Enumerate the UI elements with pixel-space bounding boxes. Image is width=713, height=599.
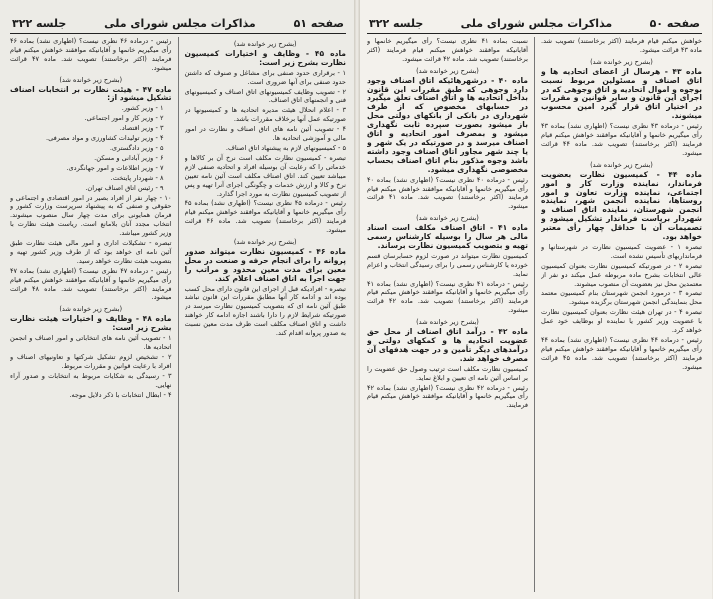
reading-note: (بشرح زیر خوانده شد) bbox=[59, 75, 123, 84]
column-divider bbox=[178, 37, 179, 592]
reading-note: (بشرح زیر خوانده شد) bbox=[233, 238, 297, 247]
paragraph: تبصره - کمیسیون نظارت مکلف است نرخ آن بر کالاها و خدماتی را که رعایت آن بوسیله افراد و اتحادیه صنفی لازم میباشد تعیین کند. اتاق اصناف مکلف است آئین نامه تعیین نرخ و کالا و ارزش خدمات و چگونگی اجرای آنرا تهیه و پس از تصویب کمیسیون نظارت به مورد اجرا گذارد. bbox=[184, 153, 346, 198]
paragraph: ۱ - تصویب آئین نامه های انتخاباتی و امور اصناف و انجمن اتحادیه ها. bbox=[10, 334, 172, 351]
paragraph: ۳ - اعلام انحلال هیئت مدیره اتحادیه ها و کمیسیونها در صورتیکه عمل آنها برخلاف مقررات باشد. bbox=[184, 106, 346, 124]
reading-note: (بشرح زیر خوانده شد) bbox=[590, 57, 653, 66]
paragraph: تبصره ۳ - درمورد انجمن شهرستان بنام کمیسیون معتمد محل بنمایندگی انجمن شهرستان برگزیده میشود. bbox=[541, 289, 702, 307]
reading-note: (بشرح زیر خوانده شد) bbox=[416, 214, 479, 223]
paragraph: ۲ - تصویب وظایف کمیسیونهای اتاق اصناف و کمیسیونهای فنی و انجمنهای اتاق اصناف. bbox=[184, 87, 346, 105]
paragraph: تبصره ۴ - در تهران هیئت نظارت بعنوان کمیسیون نظارت با عضویت وزیر کشور یا نماینده او بوظایف خود عمل خواهد کرد. bbox=[541, 308, 702, 335]
list-item: ۶ - وزیر آبادانی و مسکن. bbox=[94, 153, 164, 162]
reading-note: (بشرح زیر خوانده شد) bbox=[59, 305, 123, 314]
paragraph: ۱۰ - چهار نفر از افراد بصیر در امور اقتصادی و اجتماعی و حقوقی و صنفی که به پیشنهاد سرپرست وزارت کشور و فرمان همایونی برای مدت چهار سال منصوب میشوند. انتخاب مجدد آنان بلامانع است. ریاست هیئت نظارت با وزیر کشور میباشد. bbox=[10, 193, 172, 238]
article-heading: ماده ۴۰ - درشهرهائیکه اتاق اصناف وجود دارد وجوهی که طبق مقررات این قانون بداخل اتحادیه ها و اتاق اصناف تعلق میگیرد در حسابهای مخصوص که از طرف شهرداری در بانکی از بانکهای دولتی محل باز میشود بصورت سپرده ثابت نگهداری میشود و بمصرف امور اتحادیه و اتاق اصناف میرسد و در صورتیکه در یک شهر و یا چند شهر مجاور اتاق اصناف وجود داشته باشد وجوه مذکور بنام اتاق اصناف بحساب مخصوصی نگهداری میشود. bbox=[367, 75, 528, 174]
session-number: جلسه ۳۲۲ bbox=[369, 17, 424, 30]
reading-note: (بشرح زیر خوانده شد) bbox=[416, 66, 479, 75]
paragraph: کمیسیون نظارت مکلف است ترتیب وصول حق عضویت را بر اساس آئین نامه ای تعیین و ابلاغ نماید. bbox=[367, 364, 528, 382]
paragraph: ۱ - برقراری حدود صنفی برای مشاغل و صنوف که داشتن حدود صنفی برای آنها ضروری است. bbox=[184, 68, 346, 86]
page-right bbox=[356, 0, 712, 599]
list-item: ۱ - وزیر کشور. bbox=[121, 104, 164, 113]
article-heading: ماده ۴۲ - درآمد اتاق اصناف از محل حق عضویت اتحادیه ها و کمکهای دولتی و درآمدهای دیگر تأمین و در جهت هدفهای آن مصرف خواهد شد. bbox=[367, 327, 528, 363]
paragraph: نسبت بماده ۴۱ نظری نیست؟ رأی میگیریم خانمها و آقایانیکه موافقند خواهش میکنم قیام فرمایند (اکثر برخاستند) تصویب شد. ماده ۴۲ قرائت میشود. bbox=[367, 37, 528, 63]
paragraph: تبصره - افرادیکه قبل از اجرای این قانون دارای محل کسب بوده اند و ادامه کار آنها مطابق مقررات این قانون نباشد طبق آئین نامه ای که بتصویب کمیسیون نظارت میرسد در صورتیکه شرایط لازم را دارا باشند اجازه ادامه کار خواهند داشت و اتاق اصناف مکلف است ظرف مدت معین نسبت به صدور پروانه اقدام کند. bbox=[184, 284, 346, 338]
paragraph: رئیس - درماده ۴۵ نظری نیست؟ (اظهاری نشد) بماده ۴۵ رأی میگیریم خانمها و آقایانیکه موافقند خواهش میکنم قیام فرمایند (اکثر برخاستند) تصویب شد. ماده ۴۶ قرائت میشود. bbox=[184, 199, 346, 235]
paragraph: تبصره ۲ - در صورتیکه کمیسیون نظارت بعنوان کمیسیون عالی انتخابات بشرح ماده مربوطه عمل میکند دو نفر از معتمدین محل نیز بعضویت آن منصوب میشوند. bbox=[541, 261, 702, 288]
list-item: ۴ - وزیر تولیدات کشاورزی و مواد مصرفی. bbox=[46, 134, 164, 143]
paragraph: رئیس - درماده ۴۰ نظری نیست؟ (اظهاری نشد) بماده ۴۰ رأی میگیریم خانمها و آقایانیکه موافقند خواهش میکنم قیام فرمایند (اکثر برخاستند) تصویب شد. ماده ۴۱ قرائت میشود. bbox=[367, 175, 528, 211]
list-item: ۳ - وزیر اقتصاد. bbox=[119, 124, 164, 133]
list-item: ۸ - شهردار پایتخت. bbox=[110, 173, 164, 182]
article-heading: ماده ۴۶ - کمیسیون نظارت میتواند صدور پروانه را برای انجام حرفه و صنعت در محل معین برای مدت معین محدود و مراتب را جهت اجرا به اتاق اصناف اعلام کند. bbox=[184, 246, 346, 283]
paragraph: تبصره ۱ - عضویت کمیسیون نظارت در شهرستانها و فرمانداریهای تأسیس نشده است. bbox=[541, 242, 702, 260]
paragraph: رئیس - درماده ۴۳ نظری نیست؟ (اظهاری نشد) بماده ۴۳ رأی میگیریم خانمها و آقایانیکه موافقند خواهش میکنم قیام فرمایند (اکثر برخاستند) تصویب شد. ماده ۴۴ قرائت میشود. bbox=[541, 122, 702, 157]
list-item: ۵ - وزیر دادگستری. bbox=[109, 143, 164, 152]
paragraph: رئیس - درماده ۴۱ نظری نیست؟ (اظهاری نشد) بماده ۴۱ رأی میگیریم خانمها و آقایانیکه موافقند خواهش میکنم قیام فرمایند (اکثر برخاستند) تصویب شد. ماده ۴۲ قرائت میشود. bbox=[367, 279, 528, 315]
article-heading: ماده ۴۸ - وظایف و اختیارات هیئت نظارت بشرح زیر است: bbox=[10, 314, 172, 333]
article-heading: ماده ۴۵ - وظایف و اختیارات کمیسیون نظارت بشرح زیر است: bbox=[184, 48, 346, 67]
column-right bbox=[367, 37, 528, 597]
paragraph: خواهش میکنم قیام فرمایند (اکثر برخاستند) تصویب شد. ماده ۴۳ قرائت میشود. bbox=[541, 37, 702, 54]
page-number: صفحه ۵۱ bbox=[293, 17, 344, 30]
article-heading: ماده ۴۳ - هرسال از اعضای اتحادیه ها و اتاق اصناف و مسئولین مربوط نسبت بوجوه و اموال اتحادیه و اتاق وجوهی که در اجرای این قانون و سایر قوانین و مقررات در اختیار اتاق قرار گیرد امین محسوب میشوند. bbox=[541, 66, 702, 121]
column-left bbox=[541, 37, 702, 597]
list-item: ۷ - وزیر اطلاعات و امور جهانگردی. bbox=[66, 163, 164, 172]
column-divider bbox=[534, 37, 535, 592]
paragraph: ۲ - تشخیص لزوم تشکیل شرکتها و تعاونیهای اصناف و افراد با رعایت قوانین و مقررات مربوط. bbox=[10, 352, 172, 370]
page-header bbox=[10, 4, 346, 34]
paragraph: تبصره - تشکیلات اداری و امور مالی هیئت نظارت طبق آئین نامه ای خواهد بود که از طرف وزیر کشور تهیه و بتصویب هیئت نظارت خواهد رسید. bbox=[10, 239, 172, 265]
page-columns bbox=[10, 37, 346, 597]
book-gutter bbox=[354, 0, 360, 599]
column-left bbox=[185, 37, 347, 597]
paragraph: رئیس - درماده ۴۲ نظری نیست؟ (اظهاری نشد) بماده ۴۲ رأی میگیریم خانمها و آقایانیکه موافقند خواهش میکنم قیام فرمایند. bbox=[367, 383, 528, 410]
session-number: جلسه ۳۲۲ bbox=[12, 17, 67, 30]
paragraph: ۴ - ابطال انتخابات با ذکر دلایل موجه. bbox=[69, 390, 172, 399]
reading-note: (بشرح زیر خوانده شد) bbox=[233, 40, 297, 48]
paragraph: ۵ - کمیسیونهای لازم به پیشنهاد اتاق اصناف. bbox=[225, 143, 346, 152]
article-heading: ماده ۴۴ - کمیسیون نظارت بعضویت فرماندار، نماینده وزارت کار و امور اجتماعی، نماینده وزارت تعاون و امور روستاها، نماینده انجمن شهر، نماینده انجمن شهرستان، نماینده اتاق اصناف و شهردار بریاست فرماندار تشکیل میشود و تصمیمات آن با حداقل چهار رأی معتبر خواهد بود. bbox=[541, 169, 702, 242]
paragraph: کمیسیون نظارت میتواند در صورت لزوم حسابرسان قسم خورده یا کارشناس رسمی را برای رسیدگی انتخاب و اعزام نماید. bbox=[367, 251, 528, 278]
paragraph: رئیس - درماده ۴۶ نظری نیست؟ (اظهاری نشد) بماده ۴۶ رأی میگیریم خانمها و آقایانیکه موافقند خواهش میکنم قیام فرمایند (اکثر برخاستند) تصویب شد. ماده ۴۷ قرائت میشود. bbox=[10, 37, 172, 72]
reading-note: (بشرح زیر خوانده شد) bbox=[416, 318, 479, 327]
page-header bbox=[367, 4, 702, 34]
article-heading: ماده ۴۱ - اتاق اصناف مکلف است اسناد مالی هر سال را بوسیله کارشناس رسمی تهیه و بتصویب کمیسیون نظارت برساند. bbox=[367, 223, 528, 250]
paragraph: ۴ - تصویب آئین نامه های اتاق اصناف و نظارت در امور مالی و آموزشی اتحادیه ها. bbox=[184, 125, 346, 143]
paragraph: رئیس - درماده ۴۴ نظری نیست؟ (اظهاری نشد) بماده ۴۴ رأی میگیریم خانمها و آقایانیکه موافقند خواهش میکنم قیام فرمایند (اکثر برخاستند) تصویب شد. ماده ۴۵ قرائت میشود. bbox=[541, 336, 702, 371]
reading-note: (بشرح زیر خوانده شد) bbox=[590, 160, 653, 169]
column-right bbox=[10, 37, 172, 597]
page-columns bbox=[367, 37, 702, 597]
paragraph: رئیس - درماده ۴۷ نظری نیست؟ (اظهاری نشد) بماده ۴۷ رأی میگیریم خانمها و آقایانیکه موافقند خواهش میکنم قیام فرمایند (اکثر برخاستند) تصویب شد. ماده ۴۸ قرائت میشود. bbox=[10, 266, 172, 302]
paragraph: ۳ - رسیدگی به شکایات مربوط به انتخابات و صدور آراء نهایی. bbox=[10, 371, 172, 389]
list-item: ۹ - رئیس اتاق اصناف تهران. bbox=[85, 183, 164, 192]
page-number: صفحه ۵۰ bbox=[649, 17, 700, 30]
article-heading: ماده ۴۷ - هیئت نظارت بر انتخابات اصناف تشکیل میشود از: bbox=[10, 84, 172, 103]
list-item: ۲ - وزیر کار و امور اجتماعی. bbox=[84, 114, 164, 123]
page-left bbox=[0, 0, 356, 599]
page-title: مذاکرات مجلس شورای ملی bbox=[104, 17, 256, 30]
page-title: مذاکرات مجلس شورای ملی bbox=[460, 17, 613, 30]
